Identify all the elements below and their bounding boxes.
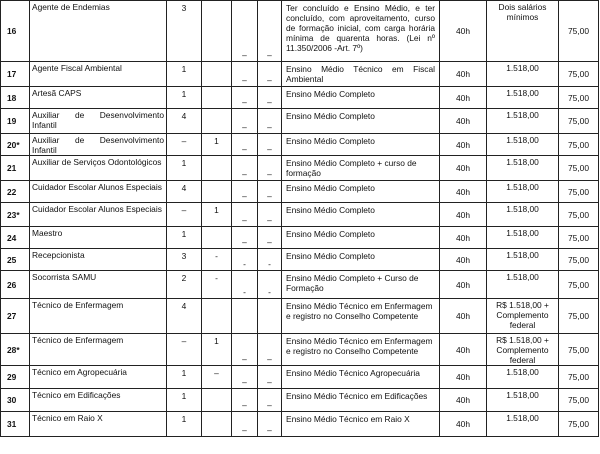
carga-horaria: 40h	[440, 109, 487, 134]
table-row	[1, 412, 599, 437]
cargo-name: Técnico de Enfermagem	[30, 299, 167, 334]
table-row	[1, 299, 599, 334]
row-number: 20*	[1, 134, 30, 156]
cargo-name: Maestro	[30, 227, 167, 249]
salario: 1.518,00	[487, 249, 559, 271]
vagas-pcd	[202, 227, 232, 249]
cargo-name: Agente de Endemias	[30, 1, 167, 62]
salario: R$ 1.518,00 + Complemento federal	[487, 299, 559, 334]
vagas-count: 4	[167, 181, 202, 203]
requisito: Ensino Médio Técnico Agropecuária	[282, 366, 440, 389]
vagas-negros: -	[232, 271, 258, 299]
vagas-pcd	[202, 299, 232, 334]
cargo-name: Cuidador Escolar Alunos Especiais	[30, 181, 167, 203]
salario: 1.518,00	[487, 366, 559, 389]
vagas-count: 4	[167, 109, 202, 134]
requisito: Ensino Médio Completo	[282, 203, 440, 227]
cargo-name: Agente Fiscal Ambiental	[30, 62, 167, 87]
vagas-negros: –	[232, 389, 258, 412]
salario: 1.518,00	[487, 227, 559, 249]
vagas-pcd	[202, 156, 232, 181]
vagas-extra: –	[258, 412, 282, 437]
vagas-pcd	[202, 1, 232, 62]
carga-horaria: 40h	[440, 62, 487, 87]
cargo-name: Socorrista SAMU	[30, 271, 167, 299]
vagas-negros: –	[232, 62, 258, 87]
salario: 1.518,00	[487, 156, 559, 181]
taxa-inscricao: 75,00	[559, 299, 599, 334]
vagas-count: 4	[167, 299, 202, 334]
cargo-name: Técnico em Edificações	[30, 389, 167, 412]
taxa-inscricao: 75,00	[559, 62, 599, 87]
carga-horaria: 40h	[440, 203, 487, 227]
vagas-count: 3	[167, 1, 202, 62]
taxa-inscricao: 75,00	[559, 227, 599, 249]
carga-horaria: 40h	[440, 299, 487, 334]
cargo-name: Técnico de Enfermagem	[30, 334, 167, 366]
salario: 1.518,00	[487, 87, 559, 109]
carga-horaria: 40h	[440, 1, 487, 62]
vagas-negros: –	[232, 366, 258, 389]
vagas-extra: –	[258, 62, 282, 87]
carga-horaria: 40h	[440, 227, 487, 249]
salario: 1.518,00	[487, 203, 559, 227]
row-number: 28*	[1, 334, 30, 366]
taxa-inscricao: 75,00	[559, 249, 599, 271]
vagas-negros	[232, 299, 258, 334]
table-row	[1, 271, 599, 299]
vagas-negros: –	[232, 412, 258, 437]
vagas-extra: –	[258, 109, 282, 134]
taxa-inscricao: 75,00	[559, 181, 599, 203]
table-row	[1, 134, 599, 156]
carga-horaria: 40h	[440, 249, 487, 271]
row-number: 23*	[1, 203, 30, 227]
vagas-pcd: -	[202, 249, 232, 271]
carga-horaria: 40h	[440, 334, 487, 366]
table-row	[1, 366, 599, 389]
vagas-count: 1	[167, 412, 202, 437]
vagas-negros: –	[232, 334, 258, 366]
vagas-negros: –	[232, 203, 258, 227]
vagas-count: 1	[167, 156, 202, 181]
cargo-name: Auxiliar de Desenvolvimento Infantil	[30, 134, 167, 156]
taxa-inscricao: 75,00	[559, 134, 599, 156]
vagas-count: 2	[167, 271, 202, 299]
requisito: Ensino Médio Técnico em Enfermagem e registro no Conselho Competente	[282, 334, 440, 366]
vagas-extra: –	[258, 181, 282, 203]
table-row	[1, 334, 599, 366]
table-row	[1, 203, 599, 227]
vagas-negros: –	[232, 134, 258, 156]
taxa-inscricao: 75,00	[559, 1, 599, 62]
vagas-count: 1	[167, 389, 202, 412]
vagas-count: 1	[167, 62, 202, 87]
requisito: Ensino Médio Completo + curso de formação	[282, 156, 440, 181]
table-row	[1, 62, 599, 87]
row-number: 18	[1, 87, 30, 109]
vagas-negros: –	[232, 181, 258, 203]
vagas-negros: –	[232, 109, 258, 134]
row-number: 27	[1, 299, 30, 334]
vagas-extra: -	[258, 249, 282, 271]
vagas-count: –	[167, 203, 202, 227]
requisito: Ensino Médio Técnico em Edificações	[282, 389, 440, 412]
vagas-extra: –	[258, 334, 282, 366]
row-number: 30	[1, 389, 30, 412]
vagas-pcd	[202, 412, 232, 437]
vagas-pcd: –	[202, 366, 232, 389]
vagas-extra	[258, 299, 282, 334]
table-row	[1, 227, 599, 249]
requisito: Ensino Médio Técnico em Fiscal Ambiental	[282, 62, 440, 87]
vagas-pcd	[202, 62, 232, 87]
taxa-inscricao: 75,00	[559, 87, 599, 109]
taxa-inscricao: 75,00	[559, 389, 599, 412]
carga-horaria: 40h	[440, 156, 487, 181]
row-number: 17	[1, 62, 30, 87]
salario: Dois salários mínimos	[487, 1, 559, 62]
vagas-extra: -	[258, 271, 282, 299]
requisito: Ensino Médio Completo	[282, 134, 440, 156]
vagas-pcd: -	[202, 271, 232, 299]
vagas-pcd: 1	[202, 134, 232, 156]
requisito: Ter concluído e Ensino Médio, e ter concluído, com aproveitamento, curso de formação inicial, com carga horária mínima de quarenta horas. (Lei nº 11.350/2006 -Art. 7º)	[282, 1, 440, 62]
vagas-count: –	[167, 334, 202, 366]
requisito: Ensino Médio Completo	[282, 249, 440, 271]
salario: 1.518,00	[487, 181, 559, 203]
table-row	[1, 249, 599, 271]
vagas-extra: –	[258, 227, 282, 249]
cargo-name: Recepcionista	[30, 249, 167, 271]
requisito: Ensino Médio Completo	[282, 227, 440, 249]
table-row	[1, 181, 599, 203]
carga-horaria: 40h	[440, 271, 487, 299]
carga-horaria: 40h	[440, 366, 487, 389]
taxa-inscricao: 75,00	[559, 366, 599, 389]
vagas-extra: –	[258, 1, 282, 62]
cargo-name: Técnico em Raio X	[30, 412, 167, 437]
vagas-extra: –	[258, 203, 282, 227]
vagas-pcd	[202, 389, 232, 412]
requisito: Ensino Médio Completo + Curso de Formação	[282, 271, 440, 299]
cargo-name: Auxiliar de Desenvolvimento Infantil	[30, 109, 167, 134]
vagas-extra: –	[258, 156, 282, 181]
table-row	[1, 156, 599, 181]
vagas-extra: –	[258, 366, 282, 389]
vagas-count: 1	[167, 87, 202, 109]
vagas-pcd: 1	[202, 334, 232, 366]
vagas-pcd	[202, 181, 232, 203]
row-number: 29	[1, 366, 30, 389]
vagas-pcd	[202, 87, 232, 109]
requisito: Ensino Médio Técnico em Raio X	[282, 412, 440, 437]
carga-horaria: 40h	[440, 412, 487, 437]
vagas-negros: –	[232, 87, 258, 109]
requisito: Ensino Médio Completo	[282, 87, 440, 109]
taxa-inscricao: 75,00	[559, 334, 599, 366]
taxa-inscricao: 75,00	[559, 412, 599, 437]
carga-horaria: 40h	[440, 389, 487, 412]
carga-horaria: 40h	[440, 87, 487, 109]
table-row	[1, 1, 599, 62]
row-number: 31	[1, 412, 30, 437]
salario: 1.518,00	[487, 109, 559, 134]
vagas-count: 3	[167, 249, 202, 271]
salario: 1.518,00	[487, 389, 559, 412]
cargo-name: Artesã CAPS	[30, 87, 167, 109]
salario: 1.518,00	[487, 62, 559, 87]
cargo-name: Técnico em Agropecuária	[30, 366, 167, 389]
row-number: 25	[1, 249, 30, 271]
row-number: 19	[1, 109, 30, 134]
row-number: 26	[1, 271, 30, 299]
cargo-name: Auxiliar de Serviços Odontológicos	[30, 156, 167, 181]
row-number: 21	[1, 156, 30, 181]
taxa-inscricao: 75,00	[559, 109, 599, 134]
taxa-inscricao: 75,00	[559, 203, 599, 227]
row-number: 24	[1, 227, 30, 249]
requisito: Ensino Médio Completo	[282, 181, 440, 203]
vagas-pcd: 1	[202, 203, 232, 227]
vagas-negros: –	[232, 1, 258, 62]
vagas-negros: –	[232, 227, 258, 249]
vagas-count: 1	[167, 227, 202, 249]
vagas-negros: -	[232, 249, 258, 271]
carga-horaria: 40h	[440, 181, 487, 203]
vagas-extra: –	[258, 87, 282, 109]
vagas-extra: –	[258, 134, 282, 156]
salario: 1.518,00	[487, 134, 559, 156]
vagas-count: –	[167, 134, 202, 156]
salario: 1.518,00	[487, 412, 559, 437]
carga-horaria: 40h	[440, 134, 487, 156]
vagas-count: 1	[167, 366, 202, 389]
vagas-extra: –	[258, 389, 282, 412]
table-row	[1, 389, 599, 412]
table-row	[1, 87, 599, 109]
cargo-name: Cuidador Escolar Alunos Especiais	[30, 203, 167, 227]
vagas-negros: –	[232, 156, 258, 181]
taxa-inscricao: 75,00	[559, 156, 599, 181]
requisito: Ensino Médio Técnico em Enfermagem e registro no Conselho Competente	[282, 299, 440, 334]
vagas-pcd	[202, 109, 232, 134]
taxa-inscricao: 75,00	[559, 271, 599, 299]
salario: 1.518,00	[487, 271, 559, 299]
salario: R$ 1.518,00 + Complemento federal	[487, 334, 559, 366]
row-number: 16	[1, 1, 30, 62]
row-number: 22	[1, 181, 30, 203]
requisito: Ensino Médio Completo	[282, 109, 440, 134]
table-row	[1, 109, 599, 134]
